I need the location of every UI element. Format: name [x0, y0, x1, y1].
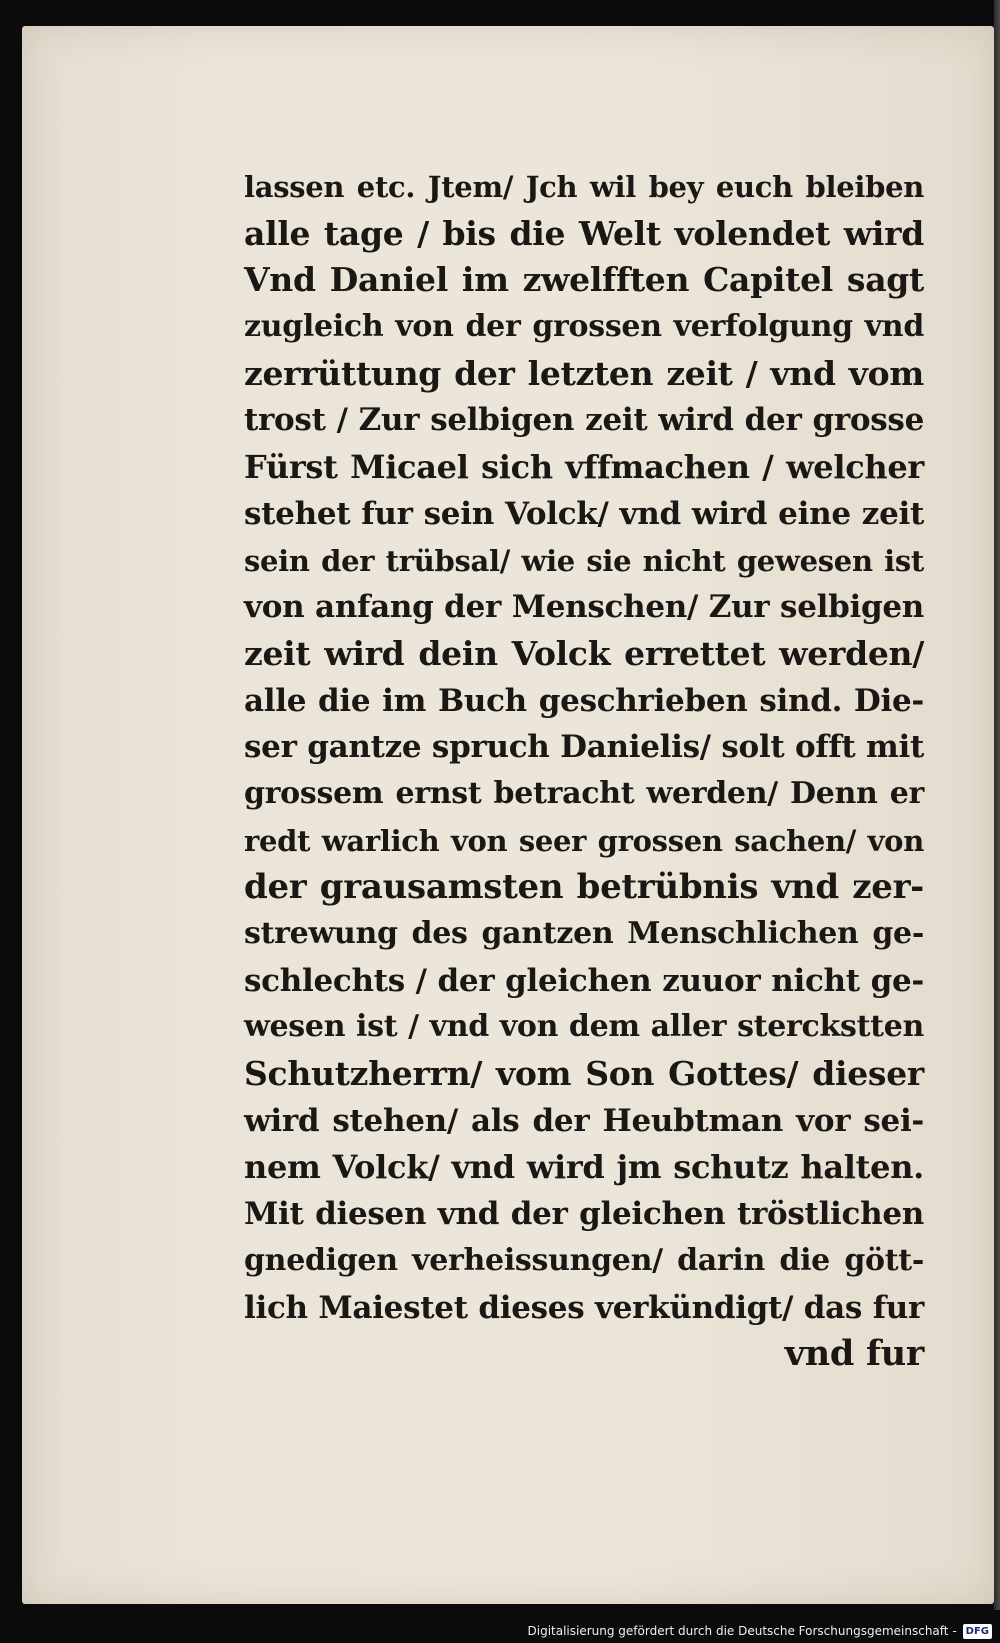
text-line: lich Maiestet dieses verkündigt/ das fur: [244, 1289, 924, 1326]
text-line: zeit wird dein Volck errettet werden/: [244, 633, 924, 673]
text-line: von anfang der Menschen/ Zur selbigen: [244, 589, 924, 626]
text-line: alle tage / bis die Welt volendet wird: [244, 213, 924, 253]
text-line: trost / Zur selbigen zeit wird der grosse: [244, 402, 924, 439]
text-line: redt warlich von seer grossen sachen/ von: [244, 823, 924, 858]
text-line: alle die im Buch geschrieben sind. Die-: [244, 682, 924, 719]
text-line: Fürst Micael sich vffmachen / welcher: [244, 448, 924, 487]
book-page: [22, 26, 994, 1604]
footer-text: Digitalisierung gefördert durch die Deutsche Forschungsgemeinschaft -: [527, 1624, 957, 1638]
text-line: ser gantze spruch Danielis/ solt offt mit: [244, 729, 924, 766]
text-line: stehet fur sein Volck/ vnd wird eine zeit: [244, 495, 924, 532]
text-line: strewung des gantzen Menschlichen ge-: [244, 916, 924, 951]
text-line: nem Volck/ vnd wird jm schutz halten.: [244, 1148, 924, 1187]
text-line: Schutzherrn/ vom Son Gottes/ dieser: [244, 1054, 924, 1094]
text-line: wesen ist / vnd von dem aller sterckstten: [244, 1009, 924, 1045]
text-line: der grausamsten betrübnis vnd zer-: [244, 867, 924, 908]
text-line: wird stehen/ als der Heubtman vor sei-: [244, 1102, 924, 1139]
text-line: Mit diesen vnd der gleichen tröstlichen: [244, 1196, 924, 1233]
text-line: Vnd Daniel im zwelfften Capitel sagt: [244, 260, 924, 300]
text-line: schlechts / der gleichen zuuor nicht ge-: [244, 962, 924, 999]
dfg-logo-icon: DFG: [963, 1624, 992, 1639]
text-line: zerrüttung der letzten zeit / vnd vom: [244, 353, 924, 393]
book-edge: [994, 0, 1000, 1610]
text-line: sein der trübsal/ wie sie nicht gewesen ist: [244, 543, 924, 578]
text-line: lassen etc. Jtem/ Jch wil bey euch bleiben: [244, 170, 924, 204]
text-line: zugleich von der grossen verfolgung vnd: [244, 309, 924, 345]
text-line: gnedigen verheissungen/ darin die gött-: [244, 1242, 924, 1278]
text-line: grossem ernst betracht werden/ Denn er: [244, 775, 924, 811]
catchword: vnd fur: [784, 1333, 924, 1375]
digitization-footer: [528, 1621, 993, 1641]
page-text: [244, 164, 924, 1378]
